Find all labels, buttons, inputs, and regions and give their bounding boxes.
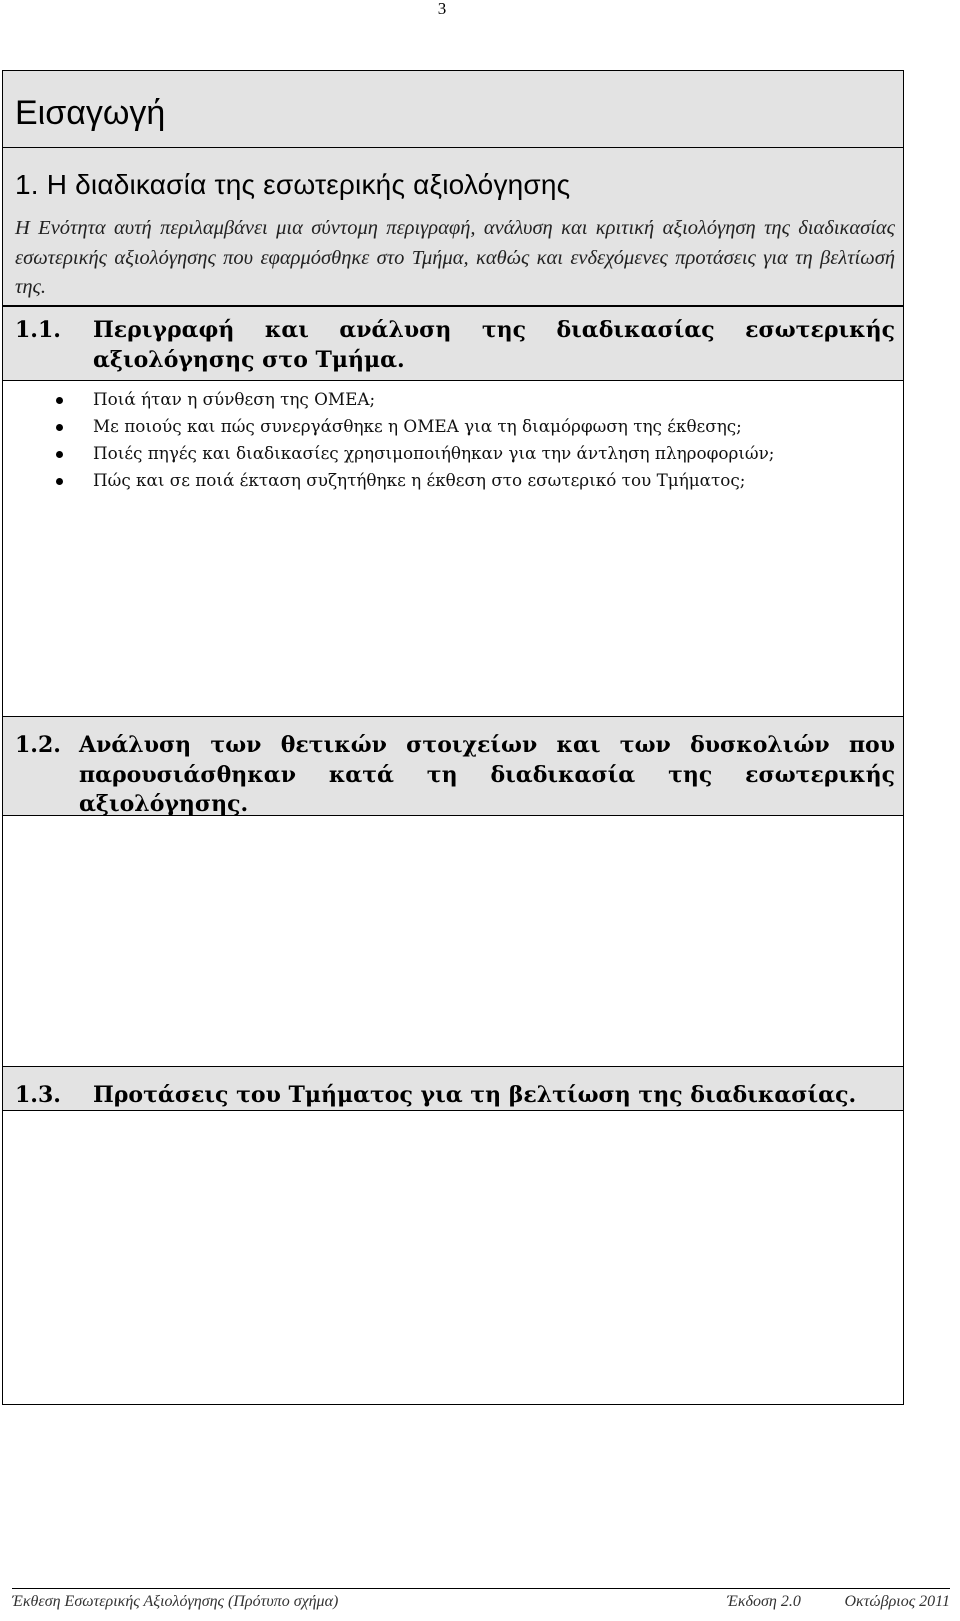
section-1-3-heading [15,1081,895,1111]
list-item: Ποιά ήταν η σύνθεση της ΟΜΕΑ; [51,386,774,413]
section-1-title: 1. Η διαδικασία της εσωτερικής αξιολόγησης [15,169,571,200]
footer-date: Οκτώβριος 2011 [844,1593,950,1610]
list-item: Ποιές πηγές και διαδικασίες χρησιμοποιήθηκαν για την άντληση πληροφοριών; [51,440,774,467]
form-frame [2,70,904,1405]
section-1-2-heading [15,731,895,820]
footer-version: Έκδοση 2.0 [727,1593,801,1610]
page-footer [12,1590,950,1614]
list-item: Πώς και σε ποιά έκταση συζητήθηκε η έκθεση στο εσωτερικό του Τμήματος; [51,467,774,494]
page-number: 3 [437,0,447,18]
section-title: Προτάσεις του Τμήματος για τη βελτίωση της διαδικασίας. [93,1082,857,1108]
section-title: Ανάλυση των θετικών στοιχείων και των δυσκολιών που παρουσιάσθηκαν κατά τη διαδικασία της εσωτερικής αξιολόγησης. [79,732,895,817]
section-number: 1.1. [15,317,61,343]
section-number: 1.3. [15,1082,61,1108]
footer-document-title: Έκθεση Εσωτερικής Αξιολόγησης (Πρότυπο σχήμα) [12,1593,339,1610]
intro-description: Η Ενότητα αυτή περιλαμβάνει μια σύντομη περιγραφή, ανάλυση και κριτική αξιολόγηση της διαδικασίας εσωτερικής αξιολόγησης που εφαρμόσθηκε στο Τμήμα, καθώς και ενδεχόμενες προτάσεις για τη βελτίωσή της. [15,217,895,298]
section-1-1-heading [15,316,895,375]
list-item: Με ποιούς και πώς συνεργάσθηκε η ΟΜΕΑ για τη διαμόρφωση της έκθεσης; [51,413,774,440]
footer-divider [12,1588,950,1589]
section-number: 1.2. [15,732,61,758]
section-1-1-bullet-list [51,386,774,494]
page-title: Εισαγωγή [15,94,166,132]
section-title: Περιγραφή και ανάλυση της διαδικασίας εσωτερικής αξιολόγησης στο Τμήμα. [93,317,895,373]
